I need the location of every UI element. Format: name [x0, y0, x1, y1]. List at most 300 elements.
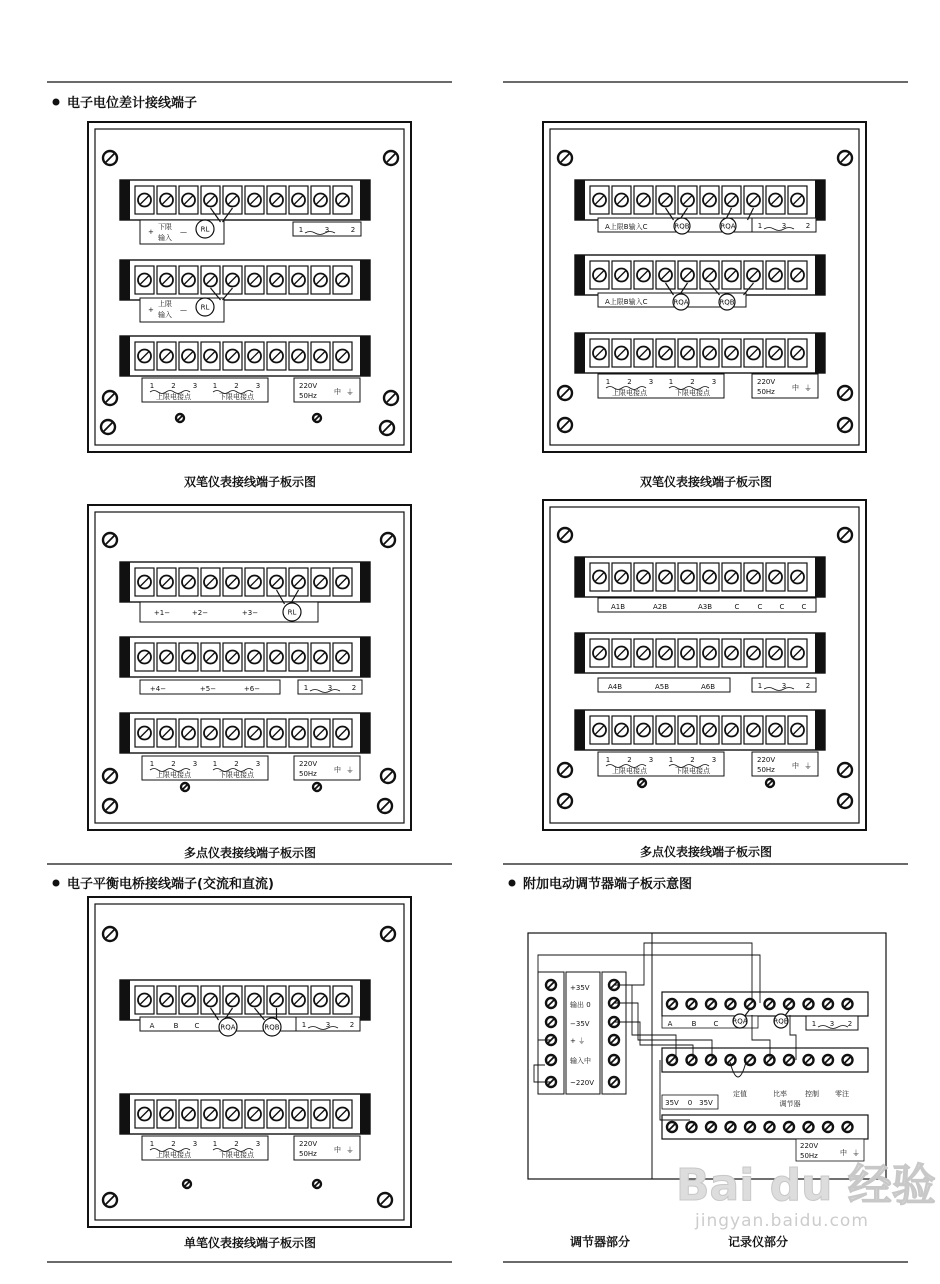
setpoint-label: 定值 — [733, 1090, 747, 1098]
terminal-strip-2 — [120, 637, 370, 677]
range-num-1: 1 — [298, 226, 304, 234]
power-box-1 — [294, 378, 360, 402]
contact-box-5 — [142, 1136, 268, 1160]
mounting-screw-icon — [103, 927, 117, 941]
a3b-label: A3B — [697, 603, 713, 611]
a-b-label-box-2 — [598, 678, 730, 692]
strip-end-cap — [815, 557, 825, 597]
polarity-minus: — — [180, 306, 187, 314]
strip-end-cap — [360, 260, 370, 300]
contact-title: 下限电接点 — [219, 771, 254, 779]
range-box-2 — [752, 218, 816, 232]
terminal-screw-icon — [706, 999, 716, 1009]
small-screw-icon — [181, 783, 189, 791]
frequency-label: 50Hz — [299, 1150, 317, 1158]
terminal-cell — [267, 186, 286, 214]
contact-num: 1 — [668, 756, 674, 764]
terminal-cell — [612, 339, 631, 367]
terminal-cell — [612, 563, 631, 591]
range-num-2: 2 — [847, 1020, 853, 1028]
terminal-cell — [678, 186, 697, 214]
terminal-cell — [700, 186, 719, 214]
contact-num: 2 — [234, 1140, 239, 1148]
terminal-cell — [201, 719, 220, 747]
c-label-1: C — [734, 603, 740, 611]
terminal-cell — [135, 342, 154, 370]
terminal-screw-icon — [784, 1122, 794, 1132]
terminal-cell — [245, 266, 264, 294]
phase-symbol: 中 — [334, 766, 341, 774]
label-text: 输入 — [158, 311, 172, 319]
contact-num: 1 — [605, 378, 611, 386]
terminal-cell — [766, 563, 785, 591]
c-label-2: C — [757, 603, 763, 611]
terminal-screw-icon — [546, 980, 556, 990]
contact-title: 上限电接点 — [612, 389, 647, 397]
terminal-cell — [157, 719, 176, 747]
terminal-screw-icon — [765, 1122, 775, 1132]
section-heading-potentiometer: 电子电位差计接线端子 — [67, 96, 198, 111]
terminal-screw-icon — [726, 1122, 736, 1132]
polarity-plus: + — [148, 306, 154, 314]
section-heading-regulator: 附加电动调节器端子板示意图 — [523, 877, 693, 892]
frequency-label: 50Hz — [299, 392, 317, 400]
channel-2-label: +2− — [191, 609, 209, 617]
terminal-cell — [744, 261, 763, 289]
mounting-screw-icon — [103, 533, 117, 547]
terminal-screw-icon — [745, 1122, 755, 1132]
terminal-cell — [722, 186, 741, 214]
terminal-cell — [590, 563, 609, 591]
contact-num: 1 — [212, 382, 218, 390]
range-box-3 — [298, 680, 362, 694]
range-box-reg — [806, 1016, 858, 1030]
contact-num: 3 — [192, 382, 198, 390]
strip-end-cap — [815, 633, 825, 673]
strip-end-cap — [815, 333, 825, 373]
v35-label: 35V — [665, 1099, 679, 1107]
channel-1-label: +1− — [153, 609, 171, 617]
terminal-cell — [722, 261, 741, 289]
polarity-plus: + — [148, 228, 154, 236]
terminal-cell — [722, 563, 741, 591]
terminal-screw-icon — [706, 1122, 716, 1132]
terminal-cell — [267, 342, 286, 370]
terminal-cell — [311, 266, 330, 294]
terminal-cell — [135, 719, 154, 747]
contact-num: 3 — [192, 760, 198, 768]
range-num-3: 3 — [325, 1021, 331, 1029]
range-num-2: 2 — [351, 684, 357, 692]
terminal-cell — [157, 643, 176, 671]
contact-num: 2 — [234, 382, 239, 390]
strip-end-cap — [575, 333, 585, 373]
terminal-cell — [245, 643, 264, 671]
zero-volt-label: 0 — [687, 1099, 693, 1107]
terminal-cell — [267, 1100, 286, 1128]
channel-5-label: +5− — [199, 685, 217, 693]
ground-icon: ⏚ — [346, 1146, 354, 1155]
terminal-cell — [311, 342, 330, 370]
ground-icon: ⏚ — [804, 762, 812, 771]
contact-num: 2 — [171, 382, 176, 390]
terminal-cell — [678, 639, 697, 667]
strip-end-cap — [120, 713, 130, 753]
contact-title: 上限电接点 — [612, 767, 647, 775]
resistor-rqa-2-label: RQA — [673, 298, 689, 307]
terminal-cell — [722, 716, 741, 744]
terminal-cell — [223, 1100, 242, 1128]
terminal-cell — [267, 719, 286, 747]
terminal-cell — [201, 186, 220, 214]
channel-6-label: +6− — [243, 685, 261, 693]
voltage-label: 220V — [299, 760, 318, 768]
terminal-cell — [634, 716, 653, 744]
terminal-cell — [700, 639, 719, 667]
terminal-screw-icon — [609, 1035, 619, 1045]
strip-end-cap — [360, 713, 370, 753]
strip-end-cap — [120, 1094, 130, 1134]
terminal-cell — [201, 342, 220, 370]
terminal-cell — [311, 568, 330, 596]
ground-icon: ⏚ — [852, 1149, 860, 1158]
phase-symbol: 中 — [792, 384, 799, 392]
terminal-cell — [179, 266, 198, 294]
small-screw-icon — [313, 1180, 321, 1188]
terminal-cell — [590, 261, 609, 289]
voltage-label: 220V — [800, 1142, 819, 1150]
terminal-cell — [223, 643, 242, 671]
terminal-cell — [289, 568, 308, 596]
terminal-cell — [267, 266, 286, 294]
power-box-2 — [752, 374, 818, 398]
ground-icon: ⏚ — [346, 766, 354, 775]
terminal-screw-icon — [843, 999, 853, 1009]
terminal-cell — [179, 719, 198, 747]
mounting-screw-icon — [838, 386, 852, 400]
channel-3-label: +3− — [241, 609, 259, 617]
input-label: 输入中 — [570, 1057, 591, 1065]
terminal-screw-icon — [804, 1122, 814, 1132]
a5b-label: A5B — [654, 683, 670, 691]
caption-p3: 多点仪表接线端子板示图 — [183, 846, 317, 860]
label-text: 输入 — [158, 234, 172, 242]
terminal-strip-1 — [120, 180, 370, 220]
terminal-cell — [135, 266, 154, 294]
label-text: 上限 — [158, 300, 172, 308]
contact-title: 上限电接点 — [156, 771, 191, 779]
terminal-screw-icon — [687, 999, 697, 1009]
resistor-rqb-2-label: RQB — [719, 298, 735, 307]
terminal-cell — [333, 643, 352, 671]
terminal-cell — [590, 339, 609, 367]
terminal-cell — [333, 568, 352, 596]
terminal-cell — [700, 261, 719, 289]
strip-end-cap — [360, 562, 370, 602]
ground-icon: ⏚ — [346, 388, 354, 397]
contact-num: 1 — [212, 760, 218, 768]
power-box-3 — [294, 756, 360, 780]
range-num-3: 3 — [781, 682, 787, 690]
contact-num: 3 — [255, 1140, 261, 1148]
terminal-cell — [634, 339, 653, 367]
small-screw-icon — [766, 779, 774, 787]
frequency-label: 50Hz — [757, 388, 775, 396]
terminal-cell — [223, 266, 242, 294]
strip-end-cap — [360, 336, 370, 376]
terminal-cell — [245, 986, 264, 1014]
range-box-5 — [296, 1017, 360, 1031]
output-0-label: 输出 0 — [570, 1001, 591, 1009]
a1b-label: A1B — [610, 603, 626, 611]
terminal-cell — [135, 986, 154, 1014]
contact-num: 3 — [255, 382, 261, 390]
contact-num: 1 — [212, 1140, 218, 1148]
ratio-label: 比率 — [773, 1090, 787, 1098]
mounting-screw-icon — [838, 528, 852, 542]
frequency-label: 50Hz — [299, 770, 317, 778]
terminal-cell — [788, 716, 807, 744]
mounting-screw-icon — [378, 799, 392, 813]
terminal-screw-icon — [706, 1055, 716, 1065]
a-b-label-box-1 — [598, 598, 816, 612]
contact-title: 上限电接点 — [156, 393, 191, 401]
terminal-cell — [744, 563, 763, 591]
terminal-strip-1 — [575, 180, 825, 220]
mounting-screw-icon — [103, 1193, 117, 1207]
small-screw-icon — [176, 414, 184, 422]
terminal-screw-icon — [609, 1077, 619, 1087]
terminal-screw-icon — [687, 1055, 697, 1065]
mounting-screw-icon — [838, 418, 852, 432]
watermark-brand: Bai du 经验 — [676, 1160, 936, 1211]
strip-end-cap — [575, 255, 585, 295]
contact-num: 3 — [711, 756, 717, 764]
terminal-cell — [700, 563, 719, 591]
terminal-cell — [157, 986, 176, 1014]
caption-p5: 单笔仪表接线端子板示图 — [183, 1236, 317, 1250]
terminal-cell — [333, 266, 352, 294]
range-num-1: 1 — [757, 682, 763, 690]
terminal-cell — [744, 639, 763, 667]
terminal-strip-1 — [120, 980, 370, 1020]
terminal-cell — [333, 719, 352, 747]
terminal-cell — [245, 719, 264, 747]
contact-title: 下限电接点 — [219, 1151, 254, 1159]
terminal-cell — [245, 1100, 264, 1128]
strip-end-cap — [575, 710, 585, 750]
range-num-3: 3 — [324, 226, 330, 234]
strip-end-cap — [120, 637, 130, 677]
terminal-screw-icon — [843, 1055, 853, 1065]
caption-regulator-part: 调节器部分 — [569, 1235, 631, 1249]
mounting-screw-icon — [838, 151, 852, 165]
voltage-label: 220V — [299, 382, 318, 390]
terminal-cell — [766, 639, 785, 667]
mounting-screw-icon — [558, 528, 572, 542]
panel-single-pen-bridge — [88, 897, 411, 1227]
terminal-strip-1 — [120, 562, 370, 602]
contact-num: 2 — [627, 756, 632, 764]
terminal-cell — [333, 342, 352, 370]
terminal-cell — [612, 186, 631, 214]
strip-end-cap — [120, 336, 130, 376]
frequency-label: 50Hz — [757, 766, 775, 774]
range-box-4 — [752, 678, 816, 692]
terminal-cell — [157, 186, 176, 214]
terminal-cell — [700, 716, 719, 744]
terminal-screw-icon — [784, 1055, 794, 1065]
terminal-cell — [766, 716, 785, 744]
phase-symbol: 中 — [334, 1146, 341, 1154]
phase-symbol: 中 — [792, 762, 799, 770]
terminal-strip-3 — [120, 336, 370, 376]
terminal-cell — [289, 266, 308, 294]
terminal-cell — [656, 339, 675, 367]
mounting-screw-icon — [103, 769, 117, 783]
terminal-screw-icon — [546, 1017, 556, 1027]
resistor-rqb-5-label: RQB — [264, 1023, 280, 1032]
terminal-cell — [590, 716, 609, 744]
terminal-cell — [656, 639, 675, 667]
terminal-cell — [678, 716, 697, 744]
terminal-screw-icon — [765, 999, 775, 1009]
contact-box-4 — [598, 752, 724, 776]
contact-num: 2 — [171, 1140, 176, 1148]
minus-35v-label: −35V — [570, 1020, 590, 1028]
contact-title: 上限电接点 — [156, 1151, 191, 1159]
terminal-cell — [179, 1100, 198, 1128]
terminal-cell — [333, 986, 352, 1014]
mounting-screw-icon — [558, 763, 572, 777]
terminal-cell — [201, 986, 220, 1014]
recorder-power-box — [796, 1139, 864, 1161]
terminal-cell — [135, 186, 154, 214]
strip-end-cap — [575, 633, 585, 673]
contact-box-3 — [142, 756, 268, 780]
terminal-screw-icon — [546, 1055, 556, 1065]
strip-end-cap — [575, 557, 585, 597]
mounting-screw-icon — [378, 1193, 392, 1207]
terminal-cell — [179, 342, 198, 370]
terminal-cell — [311, 186, 330, 214]
voltage-label: 220V — [757, 378, 776, 386]
resistor-rqa-1-label: RQA — [720, 222, 736, 231]
terminal-cell — [333, 1100, 352, 1128]
power-box-5 — [294, 1136, 360, 1160]
terminal-cell — [157, 342, 176, 370]
mounting-screw-icon — [381, 927, 395, 941]
terminal-cell — [590, 186, 609, 214]
terminal-screw-icon — [687, 1122, 697, 1132]
contact-title: 下限电接点 — [675, 767, 710, 775]
terminal-strip-2 — [575, 255, 825, 295]
a-label: A — [149, 1022, 155, 1030]
range-num-2: 2 — [349, 1021, 355, 1029]
phase-symbol: 中 — [840, 1149, 847, 1157]
caption-recorder-part: 记录仪部分 — [727, 1235, 789, 1249]
frequency-label: 50Hz — [800, 1152, 818, 1160]
terminal-screw-icon — [667, 1055, 677, 1065]
terminal-cell — [766, 261, 785, 289]
terminal-screw-icon — [745, 999, 755, 1009]
contact-num: 2 — [171, 760, 176, 768]
mounting-screw-icon — [380, 421, 394, 435]
contact-num: 2 — [690, 756, 695, 764]
terminal-cell — [289, 986, 308, 1014]
terminal-cell — [223, 186, 242, 214]
terminal-cell — [201, 1100, 220, 1128]
range-num-2: 2 — [805, 222, 811, 230]
terminal-cell — [311, 1100, 330, 1128]
contact-num: 3 — [711, 378, 717, 386]
b-label: B — [691, 1020, 697, 1028]
control-label: 控制 — [805, 1090, 819, 1098]
contact-box-2 — [598, 374, 724, 398]
contact-num: 3 — [648, 378, 654, 386]
range-num-2: 2 — [350, 226, 356, 234]
terminal-cell — [634, 186, 653, 214]
terminal-cell — [289, 1100, 308, 1128]
a6b-label: A6B — [700, 683, 716, 691]
voltage-label: 220V — [757, 756, 776, 764]
regulator-diagram — [528, 933, 886, 1179]
range-num-3: 3 — [829, 1020, 835, 1028]
terminal-screw-icon — [667, 1122, 677, 1132]
terminal-cell — [766, 339, 785, 367]
channel-label-box-2 — [140, 680, 280, 694]
terminal-cell — [179, 186, 198, 214]
ground-icon: ⏚ — [804, 384, 812, 393]
terminal-screw-icon — [765, 1055, 775, 1065]
strip-end-cap — [815, 255, 825, 295]
terminal-cell — [788, 261, 807, 289]
contact-num: 3 — [255, 760, 261, 768]
terminal-screw-icon — [546, 998, 556, 1008]
small-screw-icon — [183, 1180, 191, 1188]
terminal-screw-icon — [843, 1122, 853, 1132]
terminal-cell — [722, 639, 741, 667]
c-label: C — [713, 1020, 719, 1028]
mounting-screw-icon — [838, 763, 852, 777]
mounting-screw-icon — [384, 151, 398, 165]
mounting-screw-icon — [558, 386, 572, 400]
terminal-cell — [157, 1100, 176, 1128]
abc-label: A上限B输入C — [605, 223, 648, 231]
terminal-cell — [223, 342, 242, 370]
terminal-cell — [245, 186, 264, 214]
section-heading-bridge: 电子平衡电桥接线端子(交流和直流) — [67, 877, 274, 892]
v35b-label: 35V — [699, 1099, 713, 1107]
strip-end-cap — [120, 260, 130, 300]
terminal-cell — [267, 568, 286, 596]
terminal-cell — [634, 261, 653, 289]
baidu-watermark-logo — [676, 1160, 936, 1231]
terminal-cell — [766, 186, 785, 214]
terminal-cell — [135, 643, 154, 671]
mounting-screw-icon — [103, 151, 117, 165]
terminal-cell — [157, 266, 176, 294]
range-num-1: 1 — [303, 684, 309, 692]
terminal-cell — [289, 719, 308, 747]
terminal-strip-2 — [120, 1094, 370, 1134]
small-screw-icon — [638, 779, 646, 787]
terminal-cell — [223, 568, 242, 596]
terminal-cell — [722, 339, 741, 367]
mounting-screw-icon — [103, 391, 117, 405]
bullet-icon — [53, 880, 60, 887]
range-num-3: 3 — [781, 222, 787, 230]
